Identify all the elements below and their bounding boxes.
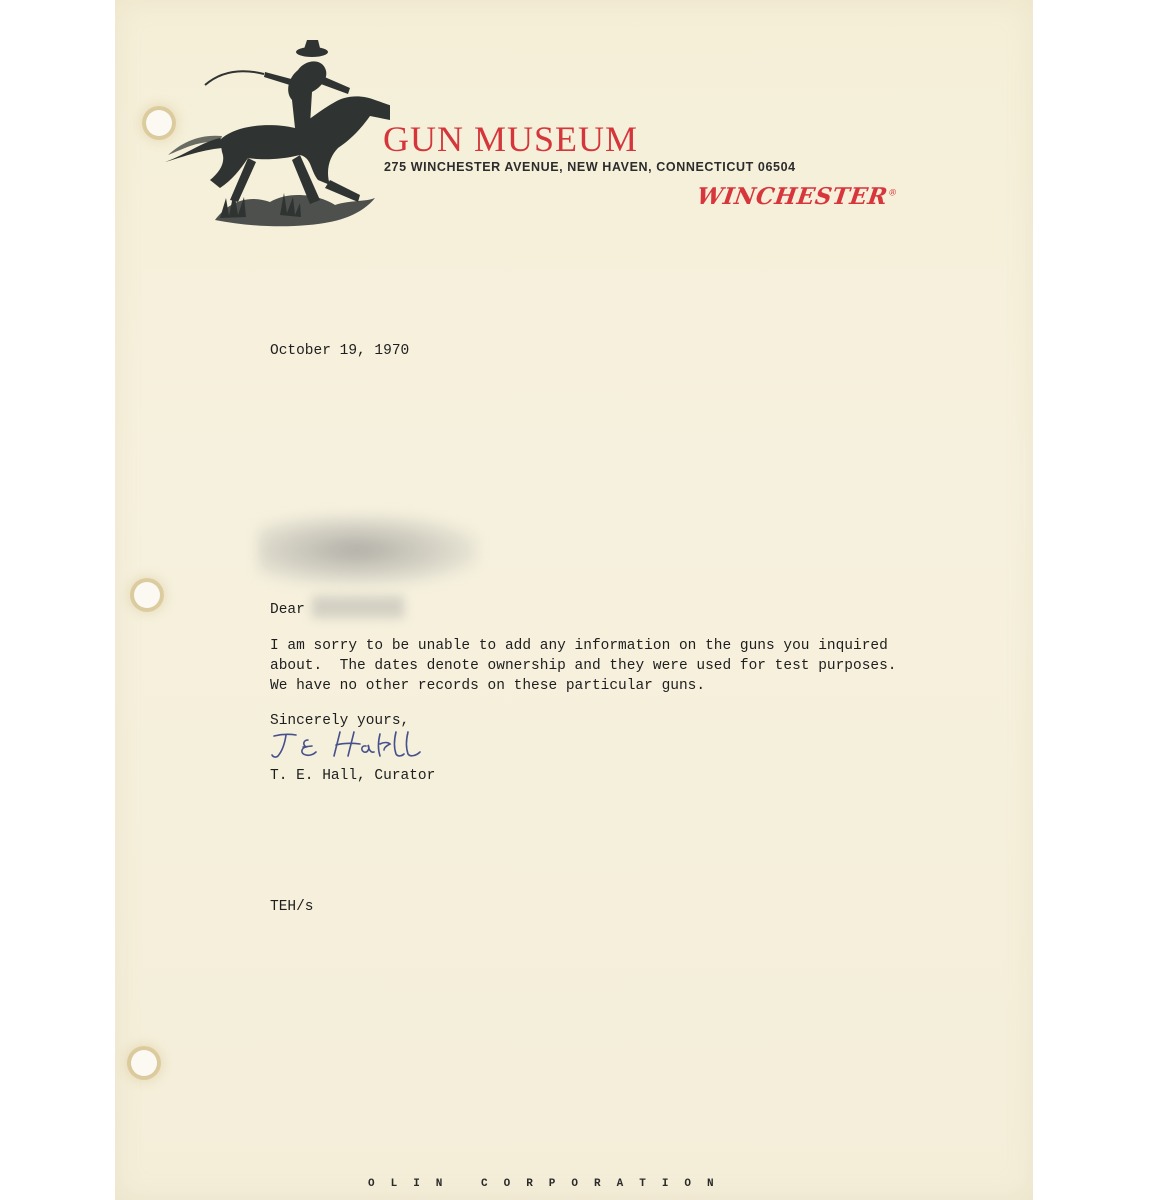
letter-date: October 19, 1970 [270, 343, 410, 359]
typist-initials: TEH/s [270, 899, 314, 915]
redacted-name [312, 596, 404, 618]
handwritten-signature [268, 726, 438, 762]
registered-mark: ® [887, 188, 899, 199]
salutation: Dear [270, 602, 305, 618]
body-line-3: We have no other records on these particular guns. [270, 678, 706, 694]
brand-logo [695, 183, 899, 210]
museum-title: GUN MUSEUM [383, 119, 639, 159]
museum-address: 275 WINCHESTER AVENUE, NEW HAVEN, CONNECTICUT 06504 [384, 160, 796, 174]
body-line-2: about. The dates denote ownership and they were used for test purposes. [270, 658, 897, 674]
punch-hole-bottom [131, 1050, 157, 1076]
punch-hole-middle [134, 582, 160, 608]
body-line-1: I am sorry to be unable to add any information on the guns you inquired [270, 638, 888, 654]
brand-name: WINCHESTER [695, 183, 890, 210]
footer-corporation: OLIN CORPORATION [368, 1178, 730, 1190]
closing: Sincerely yours, [270, 713, 410, 729]
horse-rider-icon [160, 30, 390, 235]
signer-name: T. E. Hall, Curator [270, 768, 436, 784]
redacted-address [258, 515, 478, 585]
